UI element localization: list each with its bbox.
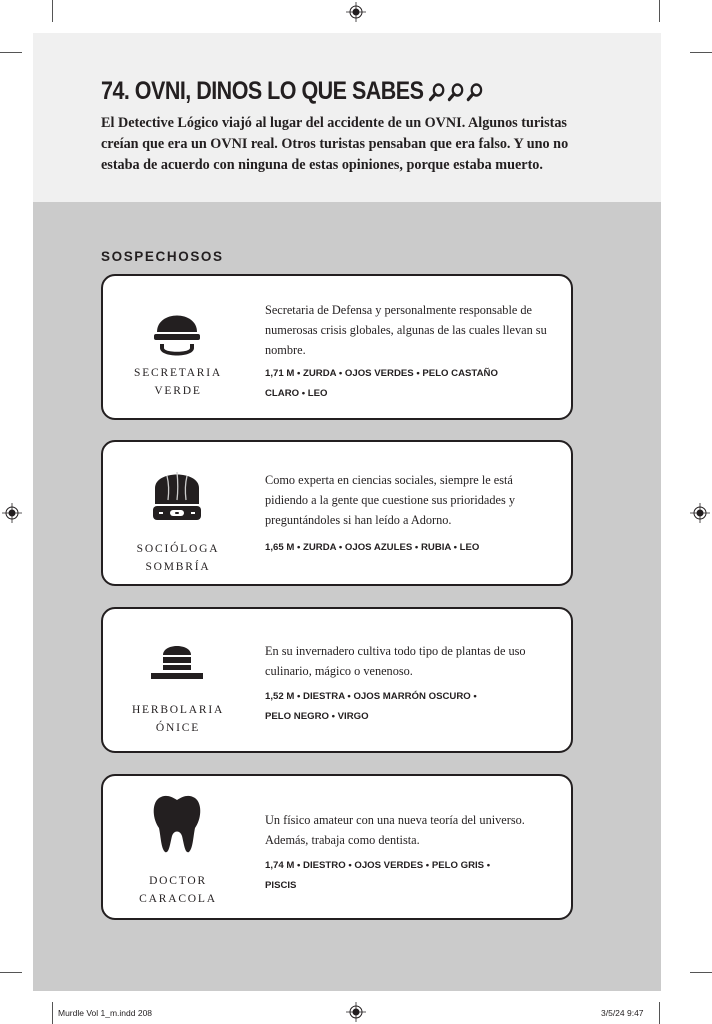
registration-mark-icon	[346, 1002, 366, 1022]
helmet-icon	[151, 298, 203, 362]
suspect-name: HERBOLARIA ÓNICE	[131, 704, 225, 734]
suspect-card	[101, 440, 573, 586]
magnifier-icon	[448, 82, 465, 102]
print-slug-left: Murdle Vol 1_m.indd 208	[58, 1008, 153, 1018]
suspect-card	[101, 274, 573, 420]
crop-mark	[52, 0, 53, 22]
suspect-name: SOCIÓLOGA SOMBRÍA	[136, 543, 220, 573]
crop-mark	[659, 1002, 660, 1024]
magnifier-icon	[429, 82, 446, 102]
print-slug-right: 3/5/24 9:47	[601, 1008, 644, 1018]
magnifier-icon	[466, 82, 483, 102]
suspect-card	[101, 607, 573, 753]
flat-hat-icon	[151, 635, 203, 699]
suspect-traits: 1,71 M • ZURDA • OJOS VERDES • PELO CASTAÑO CLARO • LEO	[265, 368, 498, 399]
puzzle-title	[101, 77, 484, 106]
crop-mark	[690, 972, 712, 973]
suspect-card	[101, 774, 573, 920]
beanie-icon	[151, 462, 203, 526]
registration-mark-icon	[346, 2, 366, 22]
tooth-icon	[151, 792, 203, 856]
puzzle-title-text: 74. OVNI, DINOS LO QUE SABES	[101, 77, 424, 105]
crop-mark	[659, 0, 660, 22]
suspect-description: En su invernadero cultiva todo tipo de plantas de uso culinario, mágico o venenoso.	[265, 644, 526, 678]
suspect-traits: 1,52 M • DIESTRA • OJOS MARRÓN OSCURO • PELO NEGRO • VIRGO	[265, 691, 477, 722]
suspect-name: SECRETARIA VERDE	[134, 367, 222, 397]
registration-mark-icon	[2, 503, 22, 523]
suspect-traits: 1,65 M • ZURDA • OJOS AZULES • RUBIA • LEO	[265, 542, 480, 553]
suspect-traits: 1,74 M • DIESTRO • OJOS VERDES • PELO GRIS • PISCIS	[265, 860, 491, 891]
suspects-heading: SOSPECHOSOS	[101, 249, 224, 264]
suspect-name: DOCTOR CARACOLA	[139, 875, 217, 905]
puzzle-intro: El Detective Lógico viajó al lugar del accidente de un OVNI. Algunos turistas creían que era un OVNI real. Otros turistas pensaban que era falso. Y uno no estaba de acuerdo con ninguna de estas opiniones, porque estaba muerto.	[101, 115, 569, 173]
crop-mark	[690, 52, 712, 53]
suspect-description: Como experta en ciencias sociales, siempre le está pidiendo a la gente que cuestione sus prioridades y preguntándoles si han leído a Adorno.	[265, 473, 515, 527]
crop-mark	[52, 1002, 53, 1024]
crop-mark	[0, 52, 22, 53]
crop-mark	[0, 972, 22, 973]
suspect-description: Un físico amateur con una nueva teoría del universo. Además, trabaja como dentista.	[265, 813, 525, 847]
book-page	[33, 33, 661, 991]
suspect-description: Secretaria de Defensa y personalmente responsable de numerosas crisis globales, algunas de las cuales llevan su nombre.	[265, 303, 547, 357]
registration-mark-icon	[690, 503, 710, 523]
